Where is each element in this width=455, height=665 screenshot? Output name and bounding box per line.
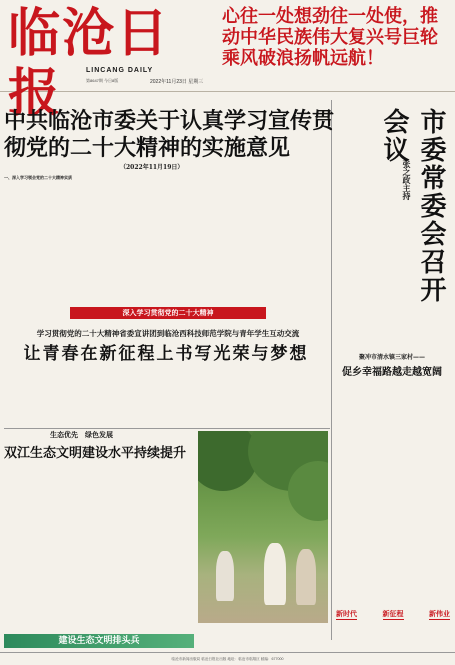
second-column bbox=[169, 364, 246, 436]
tag: 新征程 bbox=[382, 610, 404, 618]
tag: 新伟业 bbox=[429, 610, 450, 618]
lead-date: （2022年11月19日） bbox=[120, 164, 184, 171]
lead-column bbox=[172, 173, 250, 303]
side-story-byline: 张之政主持 bbox=[402, 160, 412, 200]
section-banner: 深入学习贯彻党的二十大精神 bbox=[70, 307, 266, 319]
ecology-body bbox=[4, 462, 194, 630]
lead-column bbox=[256, 173, 334, 303]
ecology-column bbox=[133, 462, 194, 630]
lead-body bbox=[4, 173, 334, 303]
issue-date: 2022年11月23日 星期三 bbox=[150, 79, 204, 85]
ecology-kicker: 生态优先 绿色发展 bbox=[50, 430, 113, 439]
right-lower-body bbox=[334, 380, 450, 596]
right-lower-column bbox=[334, 380, 390, 596]
second-body bbox=[4, 364, 328, 436]
second-column bbox=[252, 364, 329, 436]
second-headline[interactable]: 让青春在新征程上书写光荣与梦想 bbox=[23, 344, 309, 364]
news-photo bbox=[198, 431, 328, 623]
right-lower-column bbox=[394, 380, 450, 596]
footer: 临沧市新闻出版局 临沧日报社出版 地址：临沧市临翔区 邮编：677000 bbox=[0, 652, 455, 665]
lead-column bbox=[88, 173, 166, 303]
logo-text: 临沧日报 bbox=[8, 3, 171, 124]
issue-number: 第8647期 今日8版 bbox=[86, 78, 119, 83]
person-figure bbox=[264, 543, 286, 605]
second-column bbox=[4, 364, 81, 436]
english-name: LINCANG DAILY bbox=[86, 67, 154, 74]
second-column bbox=[87, 364, 164, 436]
tag: 新时代 bbox=[336, 610, 357, 618]
right-lower-kicker: 聚冲市清水镇三家村—— bbox=[358, 354, 425, 361]
ecology-column bbox=[69, 462, 130, 630]
lead-headline[interactable]: 中共临沧市委关于认真学习宣传贯彻党的二十大精神的实施意见 bbox=[4, 108, 335, 161]
person-figure bbox=[296, 549, 316, 605]
ecology-banner: 建设生态文明排头兵 bbox=[4, 634, 194, 648]
lead-subhead: 一、深入学习领会党的二十大精神实质 bbox=[4, 175, 72, 180]
person-figure bbox=[216, 551, 234, 601]
ecology-column bbox=[4, 462, 65, 630]
second-kicker: 学习贯彻党的二十大精神省委宣讲团到临沧西科技师范学院与青年学生互动交流 bbox=[36, 329, 300, 338]
masthead bbox=[0, 0, 455, 124]
right-lower-headline[interactable]: 促乡幸福路越走越宽阔 bbox=[342, 367, 442, 378]
ecology-headline[interactable]: 双江生态文明建设水平持续提升 bbox=[4, 446, 187, 461]
side-story-headline[interactable]: 市委常委会召开会议 bbox=[379, 108, 446, 304]
lead-column bbox=[4, 173, 82, 303]
slogan: 心往一处想劲往一处使，推动中华民族伟大复兴号巨轮乘风破浪扬帆远航！ bbox=[222, 6, 438, 69]
tag-row bbox=[336, 609, 450, 620]
section-divider bbox=[4, 428, 330, 429]
